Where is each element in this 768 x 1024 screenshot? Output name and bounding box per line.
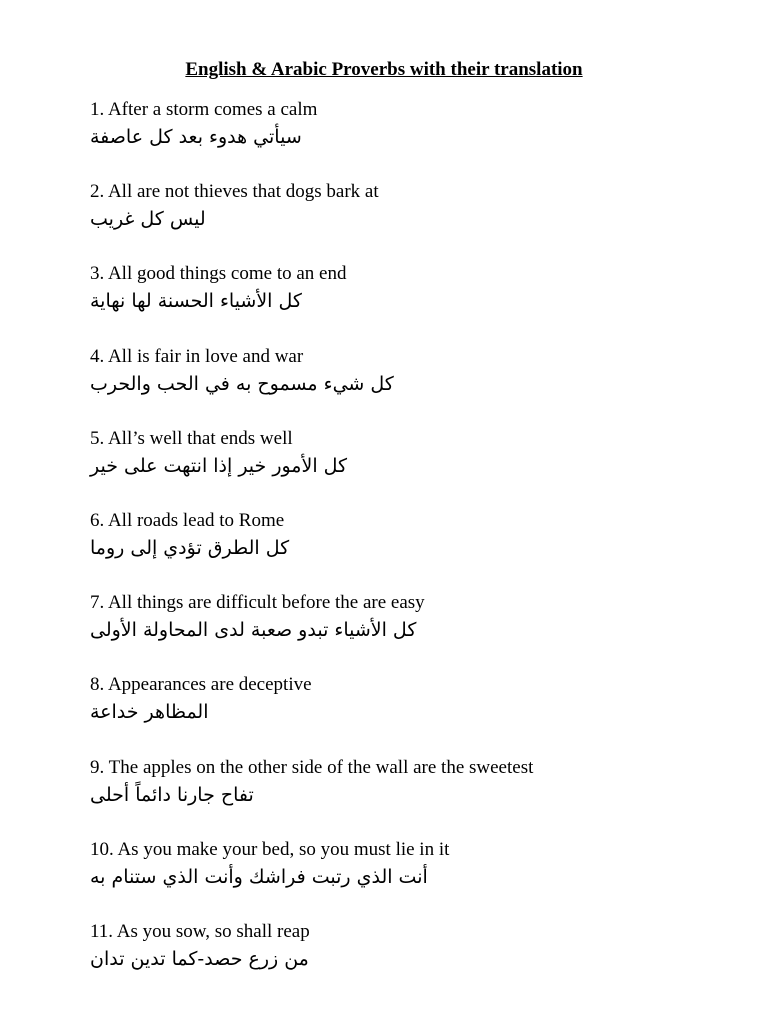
proverb-arabic: كل الأمور خير إذا انتهت على خير [90,454,348,477]
proverb-english: 7. All things are difficult before the are easy [90,592,425,614]
proverb-english: 11. As you sow, so shall reap [90,920,310,942]
proverb-list [90,98,730,1002]
proverb-english: 2. All are not thieves that dogs bark at [90,181,379,203]
proverb-item [90,838,730,920]
proverb-item [90,262,730,344]
proverb-item [90,509,730,591]
proverb-item [90,673,730,755]
proverb-english: 10. As you make your bed, so you must lie in it [90,838,450,860]
proverb-arabic: ليس كل غريب [90,208,206,231]
proverb-arabic: كل شيء مسموح به في الحب والحرب [90,372,394,395]
proverb-arabic: كل الأشياء تبدو صعبة لدى المحاولة الأولى [90,619,417,642]
proverb-arabic: تفاح جارنا دائماً أحلى [90,783,254,806]
proverb-item [90,345,730,427]
proverb-english: 9. The apples on the other side of the wall are the sweetest [90,756,534,778]
proverb-english: 8. Appearances are deceptive [90,674,312,696]
proverb-english: 6. All roads lead to Rome [90,509,285,531]
document-title: English & Arabic Proverbs with their translation [185,59,583,80]
proverb-item [90,180,730,262]
proverb-arabic: كل الطرق تؤدي إلى روما [90,536,290,559]
proverb-arabic: كل الأشياء الحسنة لها نهاية [90,290,302,313]
proverb-item [90,427,730,509]
proverb-item [90,920,730,1002]
proverb-english: 4. All is fair in love and war [90,345,304,367]
proverb-item [90,591,730,673]
proverb-arabic: أنت الذي رتبت فراشك وأنت الذي ستنام به [90,865,428,888]
proverb-item [90,98,730,180]
proverb-english: 1. After a storm comes a calm [90,99,318,120]
proverb-arabic: المظاهر خداعة [90,701,209,724]
proverb-english: 3. All good things come to an end [90,263,347,285]
proverb-item [90,756,730,838]
proverb-arabic: سيأتي هدوء بعد كل عاصفة [90,126,302,148]
proverb-arabic: من زرع حصد-كما تدين تدان [90,947,309,970]
proverb-english: 5. All’s well that ends well [90,427,293,449]
